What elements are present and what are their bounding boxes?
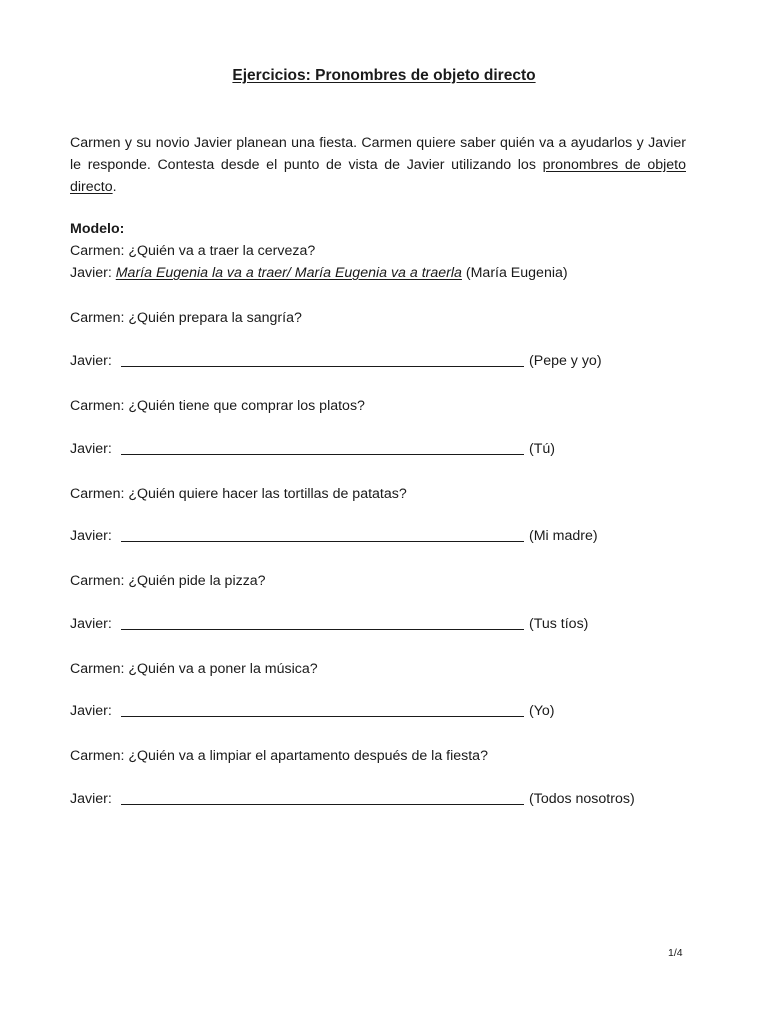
model-answer-label: Javier: [70,265,116,281]
answer-blank[interactable] [121,804,524,805]
answer-hint: (Tú) [529,441,556,457]
answer-blank[interactable] [121,454,524,455]
answer-label: Javier: [70,616,112,632]
answer-hint: (Pepe y yo) [529,353,602,369]
exercise-question: Carmen: ¿Quién pide la pizza? [70,573,266,589]
worksheet-title [0,66,768,86]
answer-hint: (Yo) [529,703,555,719]
answer-blank[interactable] [121,541,524,542]
exercise-question: Carmen: ¿Quién quiere hacer las tortillas de patatas? [70,486,407,502]
model-heading: Modelo: [70,221,125,237]
exercise-question: Carmen: ¿Quién tiene que comprar los platos? [70,398,365,414]
instructions-end: . [112,179,117,195]
instructions-underlined-term: pronombres de objeto directo [70,157,686,195]
instructions-text: Carmen y su novio Javier planean una fiesta. Carmen quiere saber quién va a ayudarlos y Javier le responde. Contesta desde el punto de vista de Javier utilizando los [70,135,686,173]
model-answer: María Eugenia la va a traer/ María Eugenia va a traerla [115,265,462,281]
model-answer-hint: (María Eugenia) [461,265,568,281]
answer-blank[interactable] [121,366,524,367]
answer-hint: (Tus tíos) [529,616,589,632]
exercise-question: Carmen: ¿Quién va a poner la música? [70,661,318,677]
answer-label: Javier: [70,791,112,807]
page-number: 1/4 [668,947,683,959]
exercise-question: Carmen: ¿Quién prepara la sangría? [70,310,302,326]
worksheet-title-text: Ejercicios: Pronombres de objeto directo [232,67,536,84]
answer-blank[interactable] [121,716,524,717]
answer-label: Javier: [70,528,112,544]
answer-hint: (Mi madre) [529,528,598,544]
model-question: Carmen: ¿Quién va a traer la cerveza? [70,243,316,259]
answer-hint: (Todos nosotros) [529,791,635,807]
answer-label: Javier: [70,353,112,369]
model-answer-line [70,263,568,283]
exercise-question: Carmen: ¿Quién va a limpiar el apartamento después de la fiesta? [70,748,488,764]
answer-label: Javier: [70,441,112,457]
answer-blank[interactable] [121,629,524,630]
instructions-paragraph [70,132,686,198]
answer-label: Javier: [70,703,112,719]
